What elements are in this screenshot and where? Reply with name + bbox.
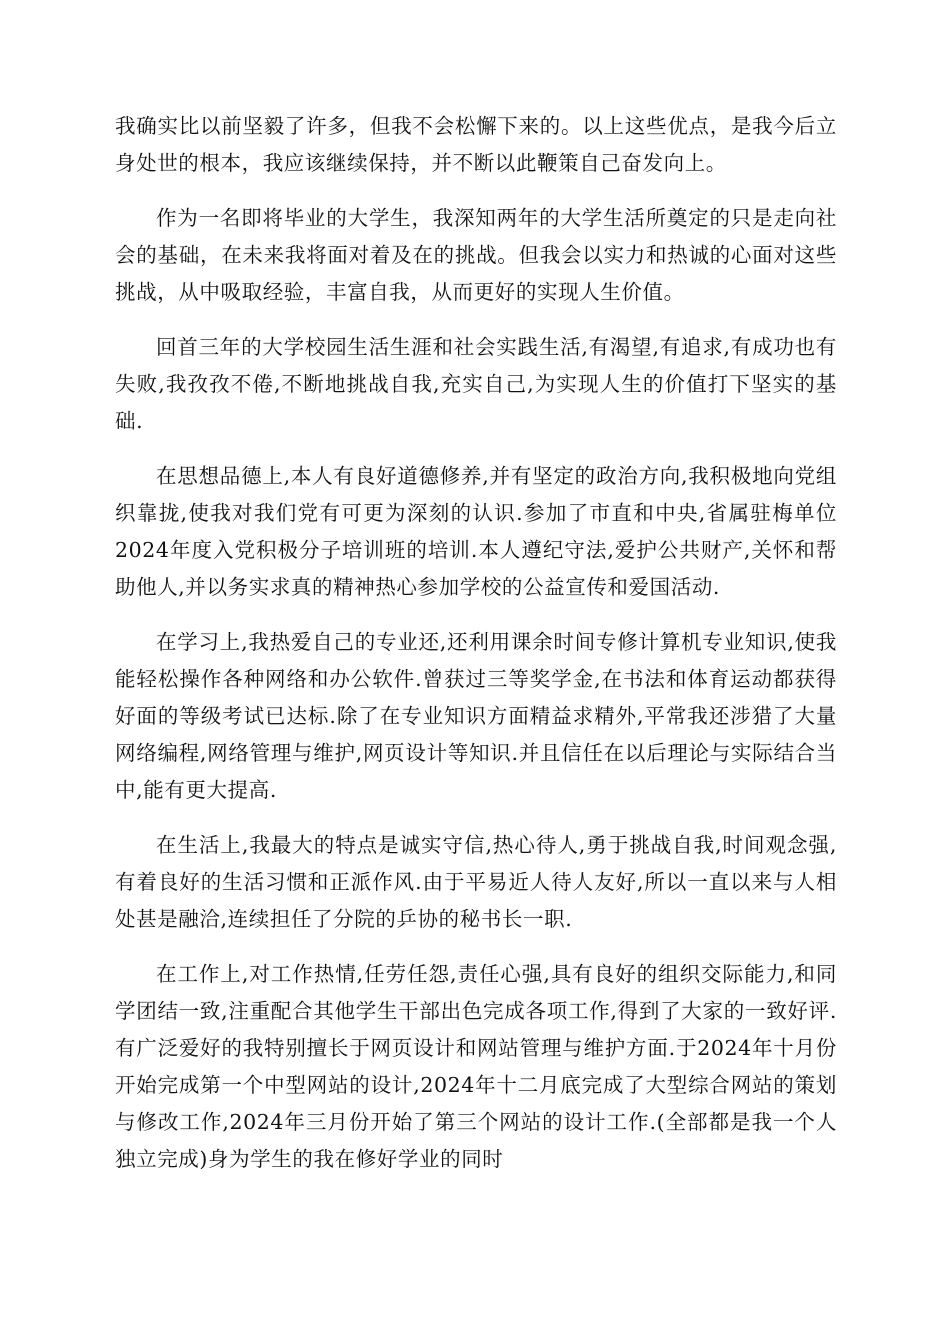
paragraph-work: 在工作上,对工作热情,任劳任怨,责任心强,具有良好的组织交际能力,和同学团结一致,注重配合其他学生干部出色完成各项工作,得到了大家的一致好评.有广泛爱好的我特别擅长于网页设计和网站管理与维护方面.于2024年十月份开始完成第一个中型网站的设计,2024年十二月底完成了大型综合网站的策划与修改工作,2024年三月份开始了第三个网站的设计工作.(全部都是我一个人独立完成)身为学生的我在修好学业的同时 (115, 962, 837, 1171)
paragraph-graduate-outlook: 作为一名即将毕业的大学生，我深知两年的大学生活所奠定的只是走向社会的基础，在未来我将面对着及在的挑战。但我会以实力和热诚的心面对这些挑战，从中吸取经验，丰富自我，从而更好的实现人生价值。 (115, 206, 837, 304)
paragraph-life: 在生活上,我最大的特点是诚实守信,热心待人,勇于挑战自我,时间观念强,有着良好的生活习惯和正派作风.由于平易近人待人友好,所以一直以来与人相处甚是融洽,连续担任了分院的乒协的秘书长一职. (115, 833, 837, 931)
paragraph-college-review: 回首三年的大学校园生活生涯和社会实践生活,有渴望,有追求,有成功也有失败,我孜孜不倦,不断地挑战自我,充实自己,为实现人生的价值打下坚实的基础. (115, 335, 837, 433)
paragraph-ideology: 在思想品德上,本人有良好道德修养,并有坚定的政治方向,我积极地向党组织靠拢,使我对我们党有可更为深刻的认识.参加了市直和中央,省属驻梅单位2024年度入党积极分子培训班的培训.本人遵纪守法,爱护公共财产,关怀和帮助他人,并以务实求真的精神热心参加学校的公益宣传和爱国活动. (115, 464, 837, 599)
paragraph-study: 在学习上,我热爱自己的专业还,还利用课余时间专修计算机专业知识,使我能轻松操作各种网络和办公软件.曾获过三等奖学金,在书法和体育运动都获得好面的等级考试已达标.除了在专业知识方面精益求精外,平常我还涉猎了大量网络编程,网络管理与维护,网页设计等知识.并且信任在以后理论与实际结合当中,能有更大提高. (115, 630, 837, 802)
paragraph-continuation: 我确实比以前坚毅了许多，但我不会松懈下来的。以上这些优点，是我今后立身处世的根本，我应该继续保持，并不断以此鞭策自己奋发向上。 (115, 114, 837, 175)
document-body (115, 108, 837, 1196)
